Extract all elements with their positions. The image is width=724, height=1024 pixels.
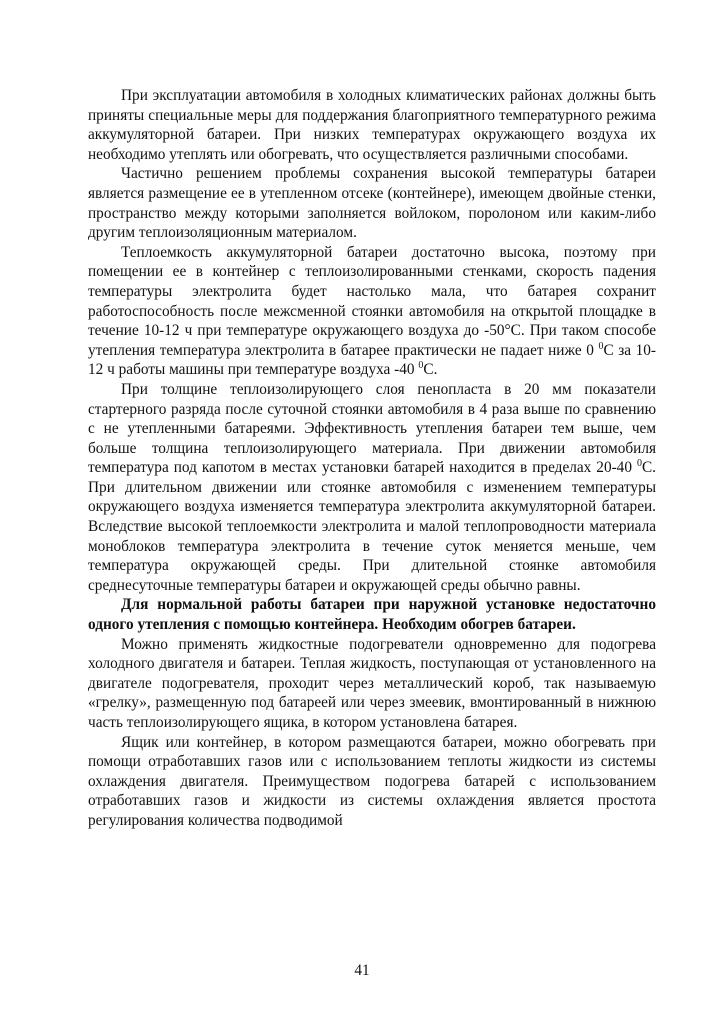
paragraph-insulated-compartment: Частично решением проблемы сохранения высокой температуры батареи является размещение ее в утепленном отсеке (контейнере), имеющем двойные стенки, пространство между которыми заполняется войлоком, поролоном или каким-либо другим теплоизоляционным материалом. — [88, 165, 656, 242]
paragraph-heat-capacity — [88, 243, 656, 380]
paragraph-exhaust-heating: Ящик или контейнер, в котором размещаются батареи, можно обогревать при помощи отработавших газов или с использованием теплоты жидкости из системы охлаждения двигателя. Преимуществом подогрева батарей с использованием отработавших газов и жидкости из системы охлаждения является простота регулирования количества подводимой — [88, 733, 656, 829]
page-body — [88, 86, 656, 831]
paragraph-foam-thickness — [88, 380, 656, 596]
degree-superscript: 0 — [598, 340, 604, 352]
paragraph-heating-required: Для нормальной работы батареи при наружной установке недостаточно одного утепления с помощью контейнера. Необходим обогрев батареи. — [88, 596, 656, 634]
text-segment: С. — [423, 361, 438, 379]
degree-superscript: 0 — [418, 360, 424, 372]
paragraph-container-insulation-intro: При эксплуатации автомобиля в холодных климатических районах должны быть приняты специальные меры для поддержания благоприятного температурного режима аккумуляторной батареи. При низких температурах окружающего воздуха их необходимо утеплять или обогревать, что осуществляется различными способами. — [88, 87, 656, 163]
degree-superscript: 0 — [636, 458, 642, 470]
text-segment: С за 10-12 ч работы машины при температуре воздуха -40 — [88, 341, 657, 379]
page-number: 41 — [354, 962, 370, 979]
text-segment: Теплоемкость аккумуляторной батареи достаточно высока, поэтому при помещении ее в контейнер с теплоизолированными стенками, скорость падения температуры электролита будет настолько мала, что батарея сохранит работоспособность после межсменной стоянки автомобиля на открытой площадке в течение 10-12 ч при температуре окружающего воздуха до -50°С. При таком способе утепления температура электролита в батарее практически не падает ниже 0 — [88, 243, 656, 359]
text-segment: При толщине теплоизолирующего слоя пенопласта в 20 мм показатели стартерного разряда после суточной стоянки автомобиля в 4 раза выше по сравнению с не утепленными батареями. Эффективность утепления батареи тем выше, чем больше толщина теплоизолирующего материала. При движении автомобиля температура под капотом в местах установки батарей находится в пределах 20-40 — [88, 380, 656, 477]
paragraph-liquid-heaters: Можно применять жидкостные подогреватели одновременно для подогрева холодного двигателя и батареи. Теплая жидкость, поступающая от установленного на двигателе подогревателя, проходит через металлический короб, так называемую «грелку», размещенную под батареей или через змеевик, вмонтированный в нижнюю часть теплоизолирующего ящика, в котором установлена батарея. — [88, 635, 656, 731]
text-segment: С. При длительном движении или стоянке автомобиля с изменением температуры окружающего воздуха изменяется температура электролита аккумуляторной батареи. Вследствие высокой теплоемкости электролита и малой теплопроводности материала моноблоков температура электролита в течение суток меняется меньше, чем температура окружающей среды. При длительной стоянке автомобиля среднесуточные температуры батареи и окружающей среды обычно равны. — [88, 459, 656, 594]
